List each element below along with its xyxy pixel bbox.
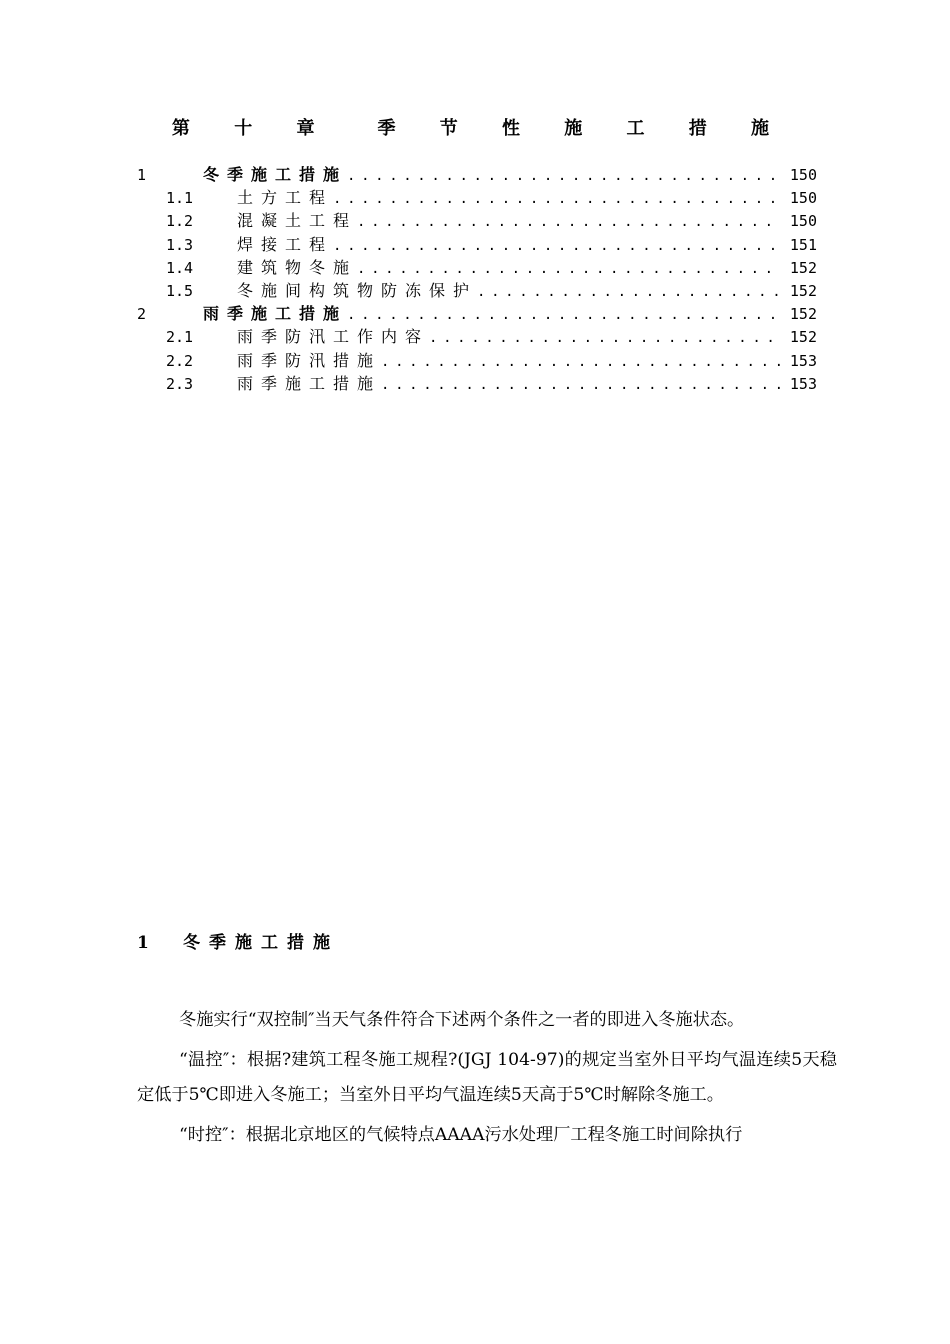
toc-leader-dots: [333, 191, 781, 207]
toc-entry-number: 2.2: [166, 351, 194, 370]
toc-entry-page: 153: [789, 374, 817, 393]
toc-entry-page: 151: [789, 235, 817, 254]
toc-entry-number: 1: [137, 166, 147, 184]
toc-entry-title: 雨季施工措施: [203, 304, 348, 324]
toc-entry[interactable]: [137, 232, 817, 255]
toc-entry-number: 1.5: [166, 281, 194, 300]
toc-leader-dots: [381, 377, 781, 393]
toc-entry-page: 152: [789, 281, 817, 300]
toc-leader-dots: [347, 307, 781, 323]
toc-leader-dots: [333, 238, 781, 254]
toc-entry-title: 建筑物冬施: [237, 257, 358, 277]
toc-entry-title: 冬季施工措施: [203, 165, 348, 184]
toc-entry-title: 雨季施工措施: [237, 373, 382, 393]
toc-entry-number: 2.3: [166, 374, 194, 393]
toc-entry[interactable]: [137, 278, 817, 301]
body-text: [137, 1003, 837, 1158]
section-heading: [137, 928, 339, 953]
toc-entry-number: 1.4: [166, 258, 194, 277]
chapter-title: 第 十 章 季 节 性 施 工 措 施: [171, 118, 779, 139]
toc-entry-number: 1.2: [166, 212, 194, 231]
paragraph: “时控″：根据北京地区的气候特点AAAA污水处理厂工程冬施工时间除执行: [179, 1125, 743, 1145]
paragraph: “温控″：根据?建筑工程冬施工规程?(JGJ 104-97)的规定当室外日平均气温连续5天稳定低于5℃即进入冬施工；当室外日平均气温连续5天高于5℃时解除冬施工。: [137, 1050, 837, 1105]
toc-leader-dots: [347, 168, 781, 184]
toc-entry-page: 150: [789, 189, 817, 208]
toc-entry-number: 1.3: [166, 235, 194, 254]
toc-entry-title: 冬施间构筑物防冻保护: [237, 280, 478, 300]
toc-leader-dots: [357, 261, 781, 277]
paragraph: 冬施实行“双控制″当天气条件符合下述两个条件之一者的即进入冬施状态。: [179, 1010, 745, 1030]
toc-entry-title: 土方工程: [237, 188, 334, 208]
toc-entry-title: 混凝土工程: [237, 211, 358, 231]
toc-entry[interactable]: [137, 255, 817, 278]
toc-entry-page: 152: [789, 328, 817, 347]
section-title: 冬季施工措施: [183, 933, 339, 953]
toc-entry-number: 2.1: [166, 328, 194, 347]
toc-entry-number: 1.1: [166, 189, 194, 208]
toc-leader-dots: [357, 214, 781, 230]
toc-entry-title: 焊接工程: [237, 234, 334, 254]
toc-entry-page: 153: [789, 351, 817, 370]
toc-leader-dots: [429, 330, 781, 346]
toc-entry[interactable]: [137, 324, 817, 347]
toc-leader-dots: [477, 284, 781, 300]
toc-entry[interactable]: [137, 185, 817, 208]
section-number: 1: [137, 933, 149, 953]
toc-entry[interactable]: [137, 301, 817, 324]
toc-entry-number: 2: [137, 305, 147, 324]
toc-entry-page: 152: [789, 305, 817, 324]
toc-entry[interactable]: [137, 371, 817, 394]
toc-entry-title: 雨季防汛措施: [237, 350, 382, 370]
toc-leader-dots: [381, 354, 781, 370]
table-of-contents: [137, 162, 817, 394]
toc-entry-title: 雨季防汛工作内容: [237, 327, 430, 347]
toc-entry[interactable]: [137, 348, 817, 371]
toc-entry[interactable]: [137, 208, 817, 231]
toc-entry-page: 152: [789, 258, 817, 277]
toc-entry-page: 150: [789, 212, 817, 231]
toc-entry-page: 150: [789, 166, 817, 184]
toc-entry[interactable]: [137, 162, 817, 185]
